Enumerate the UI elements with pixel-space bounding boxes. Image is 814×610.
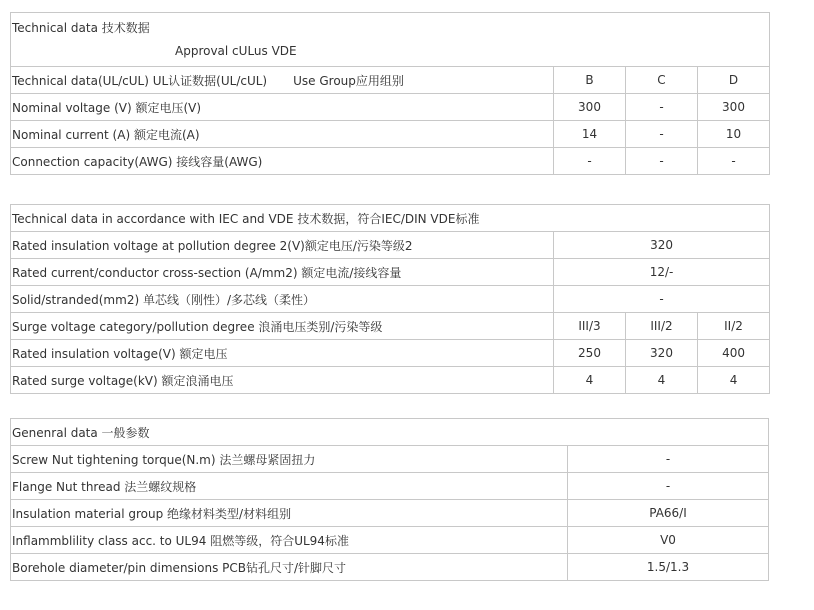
table-row [11,148,770,175]
value-1: 4 [554,367,626,394]
general-data-table [10,418,769,581]
header-label-cell [11,67,554,94]
value-2: 4 [626,367,698,394]
group-b-value: 300 [554,94,626,121]
value-1: III/3 [554,313,626,340]
row-label: Nominal current (A) 额定电流(A) [11,121,554,148]
row-value: PA66/I [568,500,769,527]
value-1: 250 [554,340,626,367]
row-label: Rated surge voltage(kV) 额定浪涌电压 [11,367,554,394]
row-label: Inflammblility class acc. to UL94 阻燃等级，符合UL94标准 [11,527,568,554]
technical-data-table [10,12,770,175]
row-label: Rated insulation voltage at pollution degree 2(V)额定电压/污染等级2 [11,232,554,259]
group-d-value: 300 [698,94,770,121]
table-row [11,94,770,121]
value-2: 320 [626,340,698,367]
value-3: 4 [698,367,770,394]
group-b-value: - [554,148,626,175]
group-b-value: 14 [554,121,626,148]
row-value: V0 [568,527,769,554]
table-title-cell [11,13,770,67]
table-row [11,554,769,581]
group-c-value: - [626,148,698,175]
row-label: Solid/stranded(mm2) 单芯线（刚性）/多芯线（柔性） [11,286,554,313]
header-label: Technical data(UL/cUL) UL认证数据(UL/cUL) [12,73,268,88]
row-label: Insulation material group 绝缘材料类型/材料组别 [11,500,568,527]
row-value: 1.5/1.3 [568,554,769,581]
group-d-value: 10 [698,121,770,148]
iec-vde-table [10,204,770,394]
table-title: Genenral data 一般参数 [11,419,769,446]
table-row [11,527,769,554]
group-c-value: - [626,94,698,121]
value-2: III/2 [626,313,698,340]
table-row [11,473,769,500]
table-row [11,121,770,148]
table-row [11,232,770,259]
row-label: Connection capacity(AWG) 接线容量(AWG) [11,148,554,175]
row-value: - [568,446,769,473]
row-value: - [568,473,769,500]
row-label: Borehole diameter/pin dimensions PCB钻孔尺寸/针脚尺寸 [11,554,568,581]
approval-text: Approval cULus VDE [175,44,297,58]
table-title: Technical data in accordance with IEC and VDE 技术数据，符合IEC/DIN VDE标准 [11,205,770,232]
value-3: II/2 [698,313,770,340]
group-c-header: C [626,67,698,94]
row-value: - [554,286,770,313]
row-label: Nominal voltage (V) 额定电压(V) [11,94,554,121]
group-b-header: B [554,67,626,94]
group-d-header: D [698,67,770,94]
row-label: Rated current/conductor cross-section (A/mm2) 额定电流/接线容量 [11,259,554,286]
table-row [11,259,770,286]
row-label: Flange Nut thread 法兰螺纹规格 [11,473,568,500]
value-3: 400 [698,340,770,367]
row-value: 12/- [554,259,770,286]
row-label: Screw Nut tightening torque(N.m) 法兰螺母紧固扭力 [11,446,568,473]
row-value: 320 [554,232,770,259]
table-title: Technical data 技术数据 [12,21,150,35]
table-row [11,286,770,313]
use-group-label: Use Group应用组别 [293,73,404,88]
table-row [11,367,770,394]
table-row [11,340,770,367]
row-label: Surge voltage category/pollution degree 浪涌电压类别/污染等级 [11,313,554,340]
table-row [11,313,770,340]
row-label: Rated insulation voltage(V) 额定电压 [11,340,554,367]
table-row [11,446,769,473]
group-d-value: - [698,148,770,175]
table-row [11,500,769,527]
group-c-value: - [626,121,698,148]
